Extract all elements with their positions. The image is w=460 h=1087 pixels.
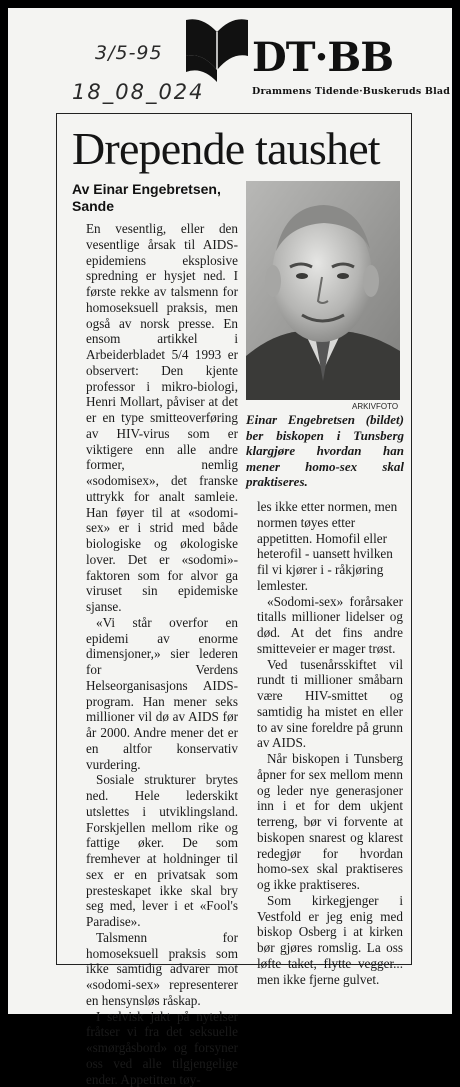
paragraph: Som kirkegjenger i Vestfold er jeg enig med biskop Osberg i at kirken bør gjøres romslig. La oss løfte taket, flytte vegger... men ikke fjerne gulvet. <box>257 893 403 988</box>
photo-caption: Einar Engebretsen (bildet) ber biskopen i Tunsberg klargjøre hvordan han mener homo-sex skal praktiseres. <box>246 412 404 490</box>
paragraph: les ikke etter normen, men normen tøyes etter appetitten. Homofil eller heterofil - uansett hvilken fil vi kjører i - råkjøring lemlester. <box>257 499 403 594</box>
paragraph: En vesentlig, eller den vesentlige årsak til AIDS-epidemiens eksplosive spredning er hysjet ned. I første rekke av talsmenn for homoseksuell praksis, men også av norsk presse. En ensom artikkel i Arbeiderbladet 5/4 1993 er observert: Den kjente professor i mikro-biologi, Henri Mollart, påviser at det er en type smitteoverføring av HIV-virus som er viktigere enn alle andre former, nemlig «sodomisex», det franske uttrykk for analt samleie. Han føyer til at «sodomi-sex» er i strid med både biologiske og økologiske lover. Det er «sodomi»-faktoren som for alvor ga viruset sin epidemiske sjanse. <box>86 221 238 615</box>
author-portrait-photo <box>246 181 400 400</box>
article-column-1 <box>86 221 238 1087</box>
article-column-2 <box>257 499 403 987</box>
paragraph: «Sodomi-sex» forårsaker titalls millioner lidelser og død. At det fins andre smitteveier er mager trøst. <box>257 594 403 657</box>
paragraph: Talsmenn for homoseksuell praksis som ikke samtidig advarer mot «sodomi-sex» representerer en hensynsløs råskap. <box>86 930 238 1009</box>
paragraph: Sosiale strukturer brytes ned. Hele lederskikt utslettes i utviklingsland. Forskjellen mellom rike og fattige øker. De som fremhever at holdninger til sex er en privatsak som presteskapet ikke skal bry seg med, lever i et «Fool's Paradise». <box>86 772 238 930</box>
masthead-subtitle: Drammens Tidende·Buskeruds Blad <box>252 86 450 97</box>
paragraph: Ved tusenårsskiftet vil rundt ti millioner småbarn være HIV-smittet og samtidig ha mistet en eller to av sine foreldre på grunn av AIDS. <box>257 657 403 752</box>
photo-credit: ARKIVFOTO <box>352 402 398 411</box>
article-byline: Av Einar Engebretsen, Sande <box>72 181 242 215</box>
masthead-logo: DT·BB <box>252 34 393 81</box>
book-logo-icon <box>184 16 250 82</box>
article-headline: Drepende taushet <box>72 122 380 175</box>
paragraph: I selvisk jakt på nytelser fråtser vi fra det seksuelle «smørgåsbord» og forsyner oss ved alle tilgjengelige ender. Appetitten tøy- <box>86 1009 238 1087</box>
handwritten-date: 3/5-95 <box>95 42 163 64</box>
paragraph: «Vi står overfor en epidemi av enorme dimensjoner,» sier lederen for Verdens Helseorganisasjons AIDS-program. Han mener seks millioner vil dø av AIDS før år 2000. Andre mener det er en altfor konservativ vurdering. <box>86 615 238 773</box>
paragraph: Når biskopen i Tunsberg åpner for sex mellom menn og leder nye generasjoner inn i et for dem ukjent terreng, bør vi forvente at biskopen snarest og klarest redegjør for hvordan homo-sex skal praktiseres og ikke praktiseres. <box>257 751 403 893</box>
handwritten-reference: 18_08_024 <box>72 80 205 104</box>
